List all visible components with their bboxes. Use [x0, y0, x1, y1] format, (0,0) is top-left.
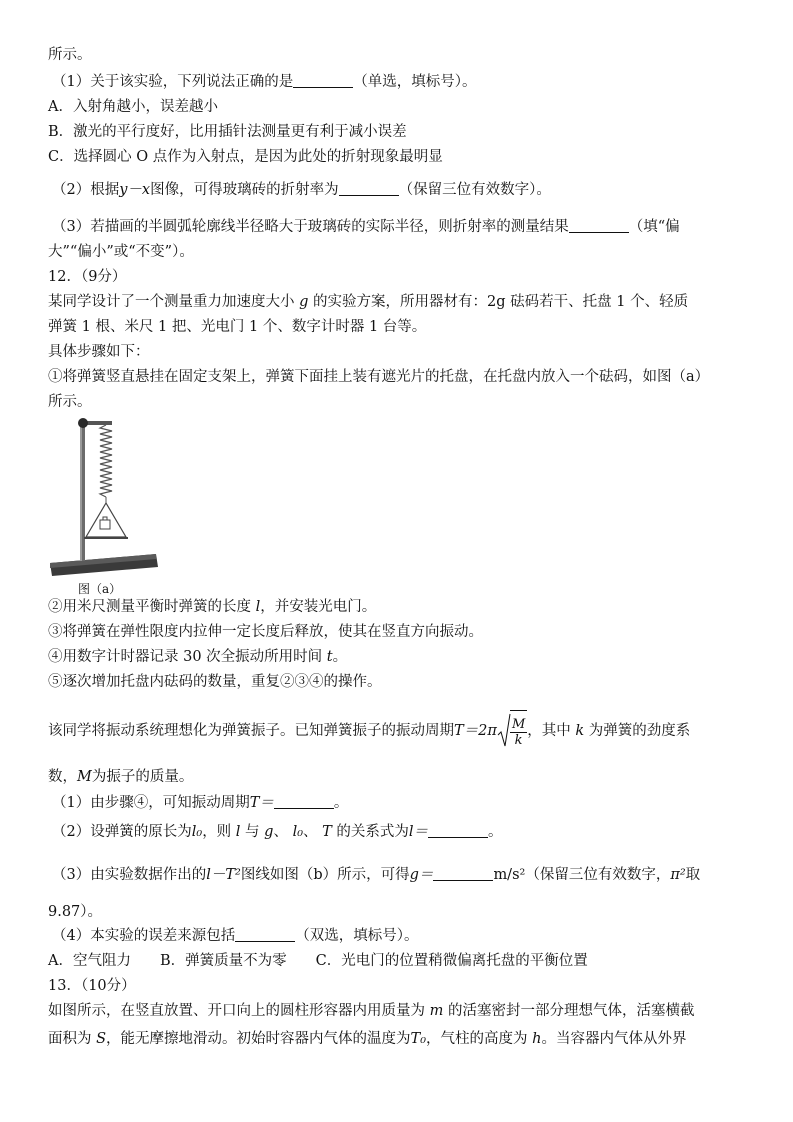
problem-13-header: 13．（10分）	[48, 978, 136, 994]
step-3: ③将弹簧在弹性限度内拉伸一定长度后释放，使其在竖直方向振动。	[48, 624, 483, 640]
question-3: （3）若描画的半圆弧轮廓线半径略大于玻璃砖的实际半径，则折射率的测量结果 （填“偏	[52, 219, 680, 235]
text-line: 面积为 S，能无摩擦地滑动。初始时容器内气体的温度为T₀，气柱的高度为 h。当容器内气体从外界	[48, 1031, 687, 1047]
option-a: A．入射角越小，误差越小	[48, 99, 218, 115]
option-b: B．激光的平行度好，比用插针法测量更有利于减小误差	[48, 124, 407, 140]
step-5: ⑤逐次增加托盘内砝码的数量，重复②③④的操作。	[48, 674, 382, 690]
formula-line: 该同学将振动系统理想化为弹簧振子。已知弹簧振子的振动周期T＝2π $\frac{M}{k}$ ，其中 k 为弹簧的劲度系	[48, 710, 690, 752]
spring-apparatus-figure	[48, 411, 160, 599]
sub-question-4-options: A．空气阻力 B．弹簧质量不为零 C．光电门的位置稍微偏离托盘的平衡位置	[48, 953, 588, 969]
step-1-cont: 所示。	[48, 394, 92, 410]
text-line: 具体步骤如下：	[48, 344, 150, 360]
step-1: ①将弹簧竖直悬挂在固定支架上，弹簧下面挂上装有遮光片的托盘，在托盘内放入一个砝码，如图（a）	[48, 369, 710, 385]
text-line: 如图所示，在竖直放置、开口向上的圆柱形容器内用质量为 m 的活塞密封一部分理想气体，活塞横截	[48, 1003, 695, 1019]
question-3-cont: 大”“偏小”或“不变”）。	[48, 244, 194, 260]
step-4: ④用数字计时器记录 30 次全振动所用时间 t。	[48, 649, 348, 665]
text-line: 数，M为振子的质量。	[48, 769, 194, 785]
sub-question-3: （3）由实验数据作出的l－T²图线如图（b）所示，可得g＝ m/s²（保留三位有效数字，π²取	[52, 867, 701, 883]
sub-question-1: （1）由步骤④，可知振动周期T＝ 。	[52, 795, 349, 811]
answer-blank	[428, 823, 488, 838]
problem-12-header: 12．（9分）	[48, 269, 127, 285]
text-line: 弹簧 1 根、米尺 1 把、光电门 1 个、数字计时器 1 台等。	[48, 319, 427, 335]
sub-question-4: （4）本实验的误差来源包括 （双选，填标号）。	[52, 928, 419, 944]
answer-blank	[274, 794, 334, 809]
text-line: 所示。	[48, 47, 92, 63]
answer-blank	[433, 866, 493, 881]
answer-blank	[235, 927, 295, 942]
answer-blank	[569, 218, 629, 233]
sub-question-3-cont: 9.87）。	[48, 904, 103, 920]
sub-question-2: （2）设弹簧的原长为l₀，则 l 与 g、 l₀、 T 的关系式为l＝ 。	[52, 824, 503, 840]
question-1: （1）关于该实验，下列说法正确的是 （单选，填标号）。	[52, 74, 477, 90]
answer-blank	[339, 181, 399, 196]
figure-caption: 图（a）	[78, 582, 122, 596]
text-line: 某同学设计了一个测量重力加速度大小 g 的实验方案，所用器材有：2g 砝码若干、托盘 1 个、轻质	[48, 294, 689, 310]
answer-blank	[293, 73, 353, 88]
step-2: ②用米尺测量平衡时弹簧的长度 l，并安装光电门。	[48, 599, 377, 615]
sqrt-formula: $\frac{M}{k}$	[497, 710, 527, 752]
question-2: （2）根据y－x图像，可得玻璃砖的折射率为 （保留三位有效数字）。	[52, 182, 551, 198]
option-c: C．选择圆心 O 点作为入射点，是因为此处的折射现象最明显	[48, 149, 443, 165]
